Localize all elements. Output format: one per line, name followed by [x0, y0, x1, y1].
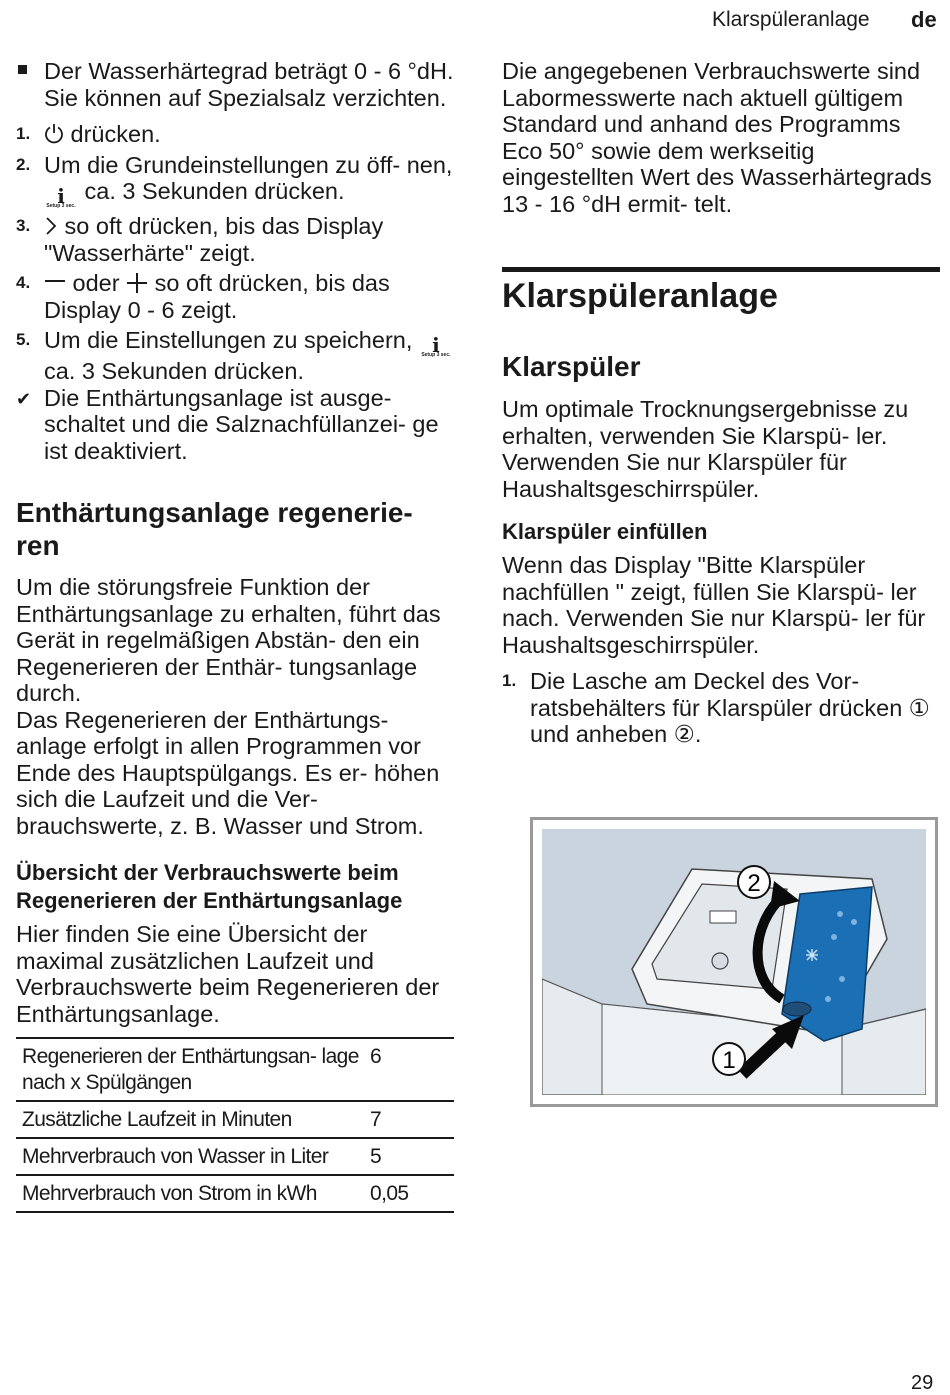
chapter-title: Klarspüleranlage	[502, 277, 778, 315]
subsection-title: Klarspüler einfüllen	[502, 519, 708, 544]
step-number: 5.	[16, 330, 31, 349]
checkmark-icon: ✔	[16, 388, 32, 409]
minus-icon	[44, 273, 66, 293]
square-bullet-icon	[18, 65, 27, 74]
step-number: 1.	[16, 124, 31, 143]
section-title: Enthärtungsanlage regenerie- ren	[16, 497, 413, 561]
paragraph: Wenn das Display "Bitte Klarspüler nachfüllen " zeigt, füllen Sie Klarspü- ler nach. Verwenden Sie nur Klarspü- ler für Haushaltsgeschirrspüler.	[502, 552, 926, 658]
dispenser-drawing	[542, 829, 926, 1095]
step-text: Die Lasche am Deckel des Vor- ratsbehälters für Klarspüler drücken ① und anheben ②.	[530, 668, 930, 747]
table-row	[16, 1101, 454, 1138]
plus-icon	[126, 272, 148, 294]
chevron-right-icon	[44, 216, 58, 236]
table-cell-value: 6	[370, 1038, 454, 1101]
step-text: ca. 3 Sekunden drücken.	[78, 178, 345, 204]
step-1	[502, 668, 940, 748]
step-1	[16, 121, 454, 148]
table-cell-label: Zusätzliche Laufzeit in Minuten	[16, 1101, 370, 1138]
power-icon	[44, 123, 64, 145]
step-5	[16, 327, 454, 385]
section-title: Klarspüler	[502, 351, 641, 382]
header-title: Klarspüleranlage	[712, 8, 870, 31]
table-cell-value: 5	[370, 1138, 454, 1175]
page-number: 29	[911, 1372, 934, 1394]
step-text: Um die Einstellungen zu speichern,	[44, 327, 419, 353]
step-number: 3.	[16, 216, 31, 235]
step-number: 4.	[16, 273, 31, 292]
figure-label-2: 2	[747, 870, 761, 897]
step-text: Um die Grundeinstellungen zu öff- nen,	[44, 151, 453, 178]
step-text: ca. 3 Sekunden drücken.	[44, 358, 304, 384]
figure-label-1: 1	[722, 1047, 736, 1074]
subsection-title: Übersicht der Verbrauchswerte beim Regenerieren der Enthärtungsanlage	[16, 860, 403, 913]
setup-info-icon: i Setup 3 sec.	[46, 184, 76, 209]
table-cell-label: Regenerieren der Enthärtungsan- lage nach x Spülgängen	[16, 1038, 370, 1101]
step-4	[16, 270, 454, 323]
consumption-table	[16, 1037, 454, 1213]
step-3	[16, 213, 454, 266]
result-text: Die Enthärtungsanlage ist ausge- schaltet und die Salznachfüllanzei- ge ist deaktiviert.	[44, 384, 439, 464]
table-cell-label: Mehrverbrauch von Wasser in Liter	[16, 1138, 370, 1175]
step-text: so oft drücken, bis das Display 0 - 6 zeigt.	[44, 270, 390, 323]
rinse-aid-illustration	[530, 817, 938, 1107]
step-text: drücken.	[64, 121, 161, 147]
table-cell-value: 7	[370, 1101, 454, 1138]
left-column	[16, 58, 454, 1213]
bullet-text: Der Wasserhärtegrad beträgt 0 - 6 °dH. Sie können auf Spezialsalz verzichten.	[44, 58, 454, 111]
illustration-background	[542, 829, 926, 1095]
table-row	[16, 1038, 454, 1101]
step-number: 1.	[502, 671, 517, 690]
result-item	[16, 385, 454, 465]
table-row	[16, 1175, 454, 1212]
step-text: oder	[66, 270, 127, 296]
step-2	[16, 152, 454, 210]
table-cell-value: 0,05	[370, 1175, 454, 1212]
paragraph: Um die störungsfreie Funktion der Enthärtungsanlage zu erhalten, führt das Gerät in regelmäßigen Abstän- den ein Regenerieren der Enthär- tungsanlage durch.	[16, 574, 441, 706]
step-number: 2.	[16, 154, 31, 174]
right-column	[502, 58, 940, 748]
paragraph: Um optimale Trocknungsergebnisse zu erhalten, verwenden Sie Klarspü- ler.	[502, 396, 909, 449]
paragraph: Verwenden Sie nur Klarspüler für Haushaltsgeschirrspüler.	[502, 449, 847, 502]
paragraph: Das Regenerieren der Enthärtungs- anlage erfolgt in allen Programmen vor Ende des Hauptspülgangs. Es er- höhen sich die Laufzeit und die Ver- brauchswerte, z. B. Wasser und Strom.	[16, 706, 440, 839]
bullet-item	[16, 58, 454, 111]
paragraph: Die angegebenen Verbrauchswerte sind Labormesswerte nach aktuell gültigem Standard und anhand des Programms Eco 50° sowie dem werkseitig eingestellten Wert des Wasserhärtegrads 13 - 16 °dH ermit- telt.	[502, 58, 932, 217]
header-language: de	[911, 7, 937, 32]
setup-info-icon: i Setup 3 sec.	[421, 333, 451, 358]
table-row	[16, 1138, 454, 1175]
table-cell-label: Mehrverbrauch von Strom in kWh	[16, 1175, 370, 1212]
chapter-rule	[502, 267, 940, 272]
paragraph: Hier finden Sie eine Übersicht der maximal zusätzlichen Laufzeit und Verbrauchswerte beim Regenerieren der Enthärtungsanlage.	[16, 921, 440, 1027]
step-text: so oft drücken, bis das Display "Wasserhärte" zeigt.	[44, 213, 384, 266]
